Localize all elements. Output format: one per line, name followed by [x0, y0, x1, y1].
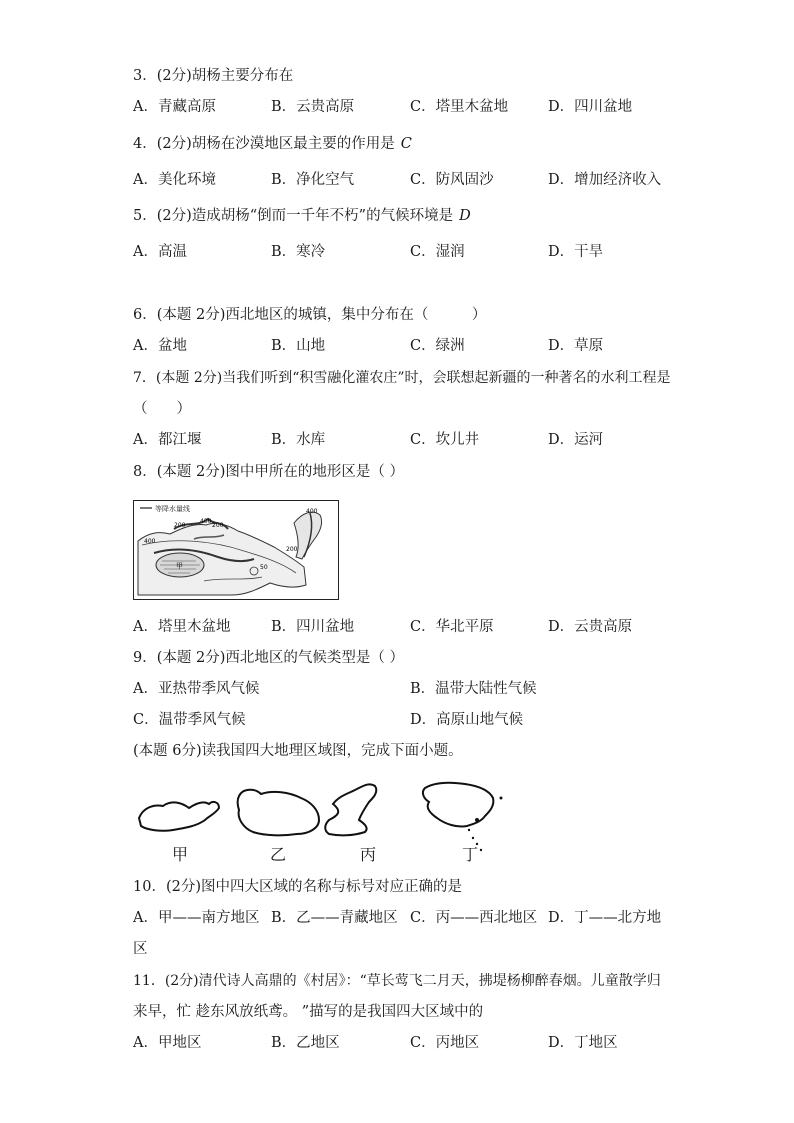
region-label-jia: 甲 [172, 845, 189, 864]
q10-option-a: A．甲——南方地区 [133, 910, 260, 926]
label-50: 50 [260, 564, 268, 571]
q4-option-a: A．美化环境 [133, 172, 216, 188]
q10-option-b: B．乙——青藏地区 [271, 910, 398, 926]
q11-stem-continued: 来早，忙 趁东风放纸鸢。 ”描写的是我国四大区域中的 [133, 1004, 484, 1020]
q8-option-c: C．华北平原 [410, 619, 494, 635]
island-dot-icon [500, 797, 503, 800]
q4-option-b: B．净化空气 [271, 172, 355, 188]
q11-option-a: A．甲地区 [133, 1035, 202, 1051]
legend-label: 等降水量线 [155, 505, 190, 513]
q11-option-d: D．丁地区 [548, 1035, 618, 1051]
island-dot-icon [480, 849, 482, 851]
region-jia-shape [139, 802, 219, 831]
island-dot-icon [468, 829, 470, 831]
q5-stem: 5．(2分)造成胡杨“倒而一千年不朽”的气候环境是 [133, 208, 454, 224]
q5-line [133, 206, 471, 226]
label-400-a: 400 [200, 518, 212, 525]
q8-stem: 8．(本题 2分)图中甲所在的地形区是（ ） [133, 464, 404, 480]
q4-option-d: D．增加经济收入 [548, 172, 662, 188]
label-jia: 甲 [176, 562, 183, 570]
q6-option-a: A．盆地 [133, 338, 187, 354]
q4-option-c: C．防风固沙 [410, 172, 494, 188]
q7-option-d: D．运河 [548, 432, 604, 448]
label-200-a: 200 [174, 522, 186, 529]
q3-option-a: A．青藏高原 [133, 99, 216, 115]
q8-option-d: D．云贵高原 [548, 619, 633, 635]
q10-option-d-wrap: 区 [133, 941, 148, 957]
q9-option-c: C．温带季风气候 [133, 712, 246, 728]
q5-answer: D [459, 208, 471, 224]
label-200-b: 200 [212, 522, 224, 529]
q9-stem: 9．(本题 2分)西北地区的气候类型是（ ） [133, 650, 404, 666]
q10-stem: 10．(2分)图中四大区域的名称与标号对应正确的是 [133, 879, 462, 895]
q3-stem: 3．(2分)胡杨主要分布在 [133, 68, 294, 84]
q11-option-c: C．丙地区 [410, 1035, 480, 1051]
q3-option-b: B．云贵高原 [271, 99, 355, 115]
q7-stem: 7．(本题 2分)当我们听到“积雪融化灌农庄”时，会联想起新疆的一种著名的水利工程是 [133, 370, 671, 386]
q10-option-d: D．丁——北方地 [548, 910, 662, 926]
northeast-coast [294, 512, 322, 559]
q7-option-a: A．都江堰 [133, 432, 202, 448]
q6-stem: 6．(本题 2分)西北地区的城镇，集中分布在（ ） [133, 307, 487, 323]
q5-option-b: B．寒冷 [271, 244, 326, 260]
q7-option-c: C．坎儿井 [410, 432, 480, 448]
q4-line [133, 134, 412, 154]
region-label-bing: 丙 [360, 845, 377, 864]
q8-option-b: B．四川盆地 [271, 619, 355, 635]
q3-option-c: C．塔里木盆地 [410, 99, 509, 115]
q8-option-a: A．塔里木盆地 [133, 619, 231, 635]
group-stem: (本题 6分)读我国四大地理区域图，完成下面小题。 [133, 743, 463, 759]
region-ding-shape [423, 783, 493, 827]
q7-option-b: B．水库 [271, 432, 326, 448]
q5-option-c: C．湿润 [410, 244, 465, 260]
q6-option-d: D．草原 [548, 338, 604, 354]
q9-option-a: A．亚热带季风气候 [133, 681, 260, 697]
q7-stem-continued: （ ） [133, 401, 191, 417]
region-yi-shape [238, 790, 320, 836]
q9-option-d: D．高原山地气候 [410, 712, 524, 728]
region-label-yi: 乙 [270, 845, 287, 864]
label-400-c: 400 [306, 508, 318, 515]
island-dot-icon [472, 837, 474, 839]
q4-stem: 4．(2分)胡杨在沙漠地区最主要的作用是 [133, 136, 395, 152]
region-label-ding: 丁 [462, 845, 479, 864]
q5-option-a: A．高温 [133, 244, 187, 260]
island-dot-icon [475, 818, 479, 822]
q8-map [133, 500, 339, 600]
label-200-c: 200 [286, 546, 298, 553]
q8-map-drawing [134, 501, 337, 598]
q11-option-b: B．乙地区 [271, 1035, 340, 1051]
q3-option-d: D．四川盆地 [548, 99, 633, 115]
q9-option-b: B．温带大陆性气候 [410, 681, 537, 697]
q10-option-c: C．丙——西北地区 [410, 910, 538, 926]
region-bing-shape [325, 784, 376, 835]
q6-option-c: C．绿洲 [410, 338, 465, 354]
q6-option-b: B．山地 [271, 338, 326, 354]
q5-option-d: D．干旱 [548, 244, 604, 260]
label-400-b: 400 [144, 538, 156, 545]
q4-answer: C [400, 136, 412, 152]
q11-stem: 11．(2分)清代诗人高鼎的《村居》：“草长莺飞二月天，拂堤杨柳醉春烟。儿童散学归 [133, 973, 661, 989]
